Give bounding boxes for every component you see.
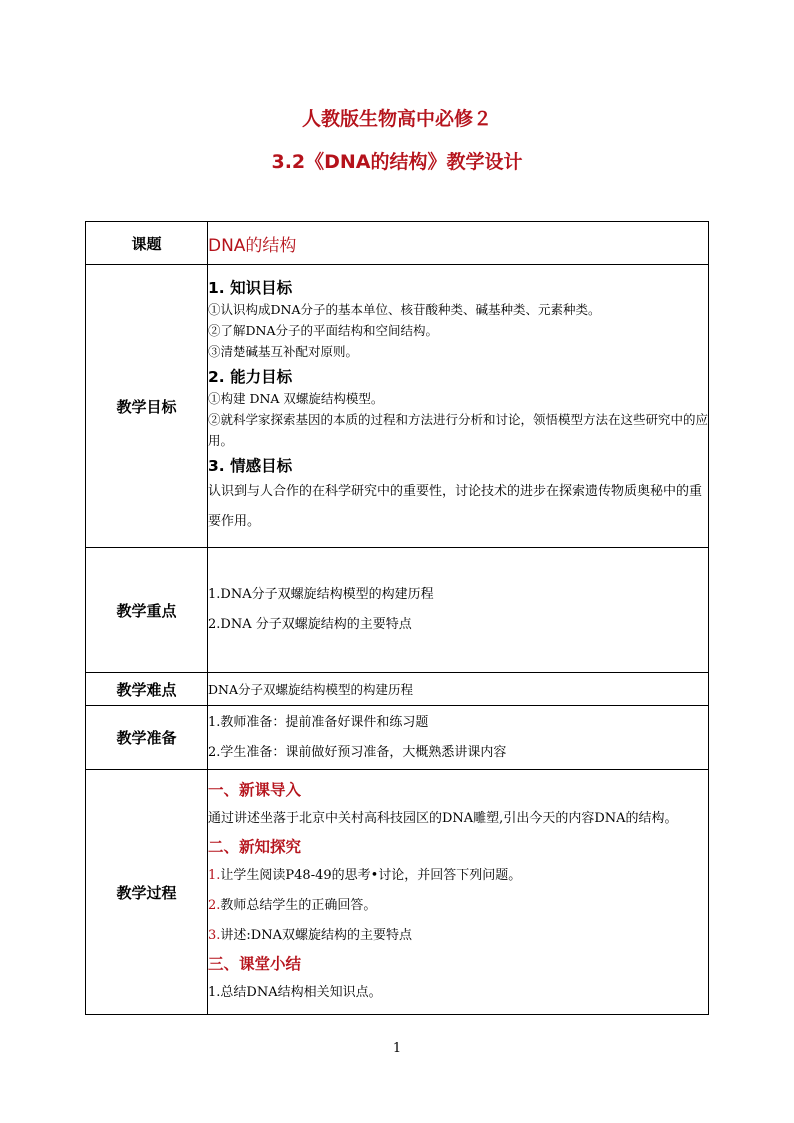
knowledge-item: ③清楚碱基互补配对原则。 <box>208 344 359 359</box>
item-number: 2. <box>208 897 221 913</box>
key-points-label: 教学重点 <box>86 548 208 673</box>
topic-label: 课题 <box>86 222 208 265</box>
section2-item <box>208 921 708 951</box>
row-preparation <box>86 706 709 770</box>
process-cell <box>208 770 709 1015</box>
section3-heading: 三、课堂小结 <box>208 954 302 973</box>
ability-item: ②就科学家探索基因的本质的过程和方法进行分析和讨论，领悟模型方法在这些研究中的应用。 <box>208 412 709 448</box>
document-subtitle: 3.2《DNA的结构》教学设计 <box>271 151 523 173</box>
item-text: 让学生阅读P48-49的思考•讨论，并回答下列问题。 <box>220 867 522 883</box>
topic-value: DNA的结构 <box>208 235 297 256</box>
difficulty-cell <box>208 673 709 706</box>
emotion-heading: 3. 情感目标 <box>208 457 293 475</box>
preparation-label: 教学准备 <box>86 706 208 770</box>
topic-cell <box>208 222 709 265</box>
difficulty-text: DNA分子双螺旋结构模型的构建历程 <box>208 681 413 697</box>
key-point-item: 2.DNA 分子双螺旋结构的主要特点 <box>208 617 412 632</box>
knowledge-heading: 1. 知识目标 <box>208 279 293 297</box>
section1-text: 通过讲述坐落于北京中关村高科技园区的DNA雕塑,引出今天的内容DNA的结构。 <box>208 810 678 826</box>
difficulty-label: 教学难点 <box>86 673 208 706</box>
row-topic <box>86 222 709 265</box>
ability-heading: 2. 能力目标 <box>208 368 293 386</box>
row-key-points <box>86 548 709 673</box>
item-text: 讲述:DNA双螺旋结构的主要特点 <box>220 927 412 943</box>
objectives-label: 教学目标 <box>86 265 208 548</box>
objectives-cell <box>208 265 709 548</box>
knowledge-item: ②了解DNA分子的平面结构和空间结构。 <box>208 323 438 338</box>
section2-item <box>208 861 708 891</box>
section1-heading: 一、新课导入 <box>208 780 302 799</box>
section2-heading: 二、新知探究 <box>208 837 302 856</box>
preparation-cell <box>208 706 709 770</box>
knowledge-item: ①认识构成DNA分子的基本单位、核苷酸种类、碱基种类、元素种类。 <box>208 302 601 317</box>
section3-text: 1.总结DNA结构相关知识点。 <box>208 984 382 1000</box>
row-objectives <box>86 265 709 548</box>
preparation-item: 1.教师准备：提前准备好课件和练习题 <box>208 714 429 730</box>
item-text: 教师总结学生的正确回答。 <box>220 897 377 913</box>
row-difficulty <box>86 673 709 706</box>
ability-item: ①构建 DNA 双螺旋结构模型。 <box>208 391 384 406</box>
preparation-item: 2.学生准备：课前做好预习准备，大概熟悉讲课内容 <box>208 744 507 760</box>
item-number: 1. <box>208 867 221 883</box>
key-point-item: 1.DNA分子双螺旋结构模型的构建历程 <box>208 587 434 602</box>
row-process <box>86 770 709 1015</box>
process-label: 教学过程 <box>86 770 208 1015</box>
emotion-text: 认识到与人合作的在科学研究中的重要性，讨论技术的进步在探索遗传物质奥秘中的重要作用。 <box>208 484 703 529</box>
key-points-cell <box>208 548 709 673</box>
lesson-plan-table <box>85 221 709 1015</box>
page-number: 1 <box>392 1041 402 1056</box>
item-number: 3. <box>208 927 221 943</box>
section2-item <box>208 891 708 921</box>
document-title: 人教版生物高中必修２ <box>301 108 492 130</box>
